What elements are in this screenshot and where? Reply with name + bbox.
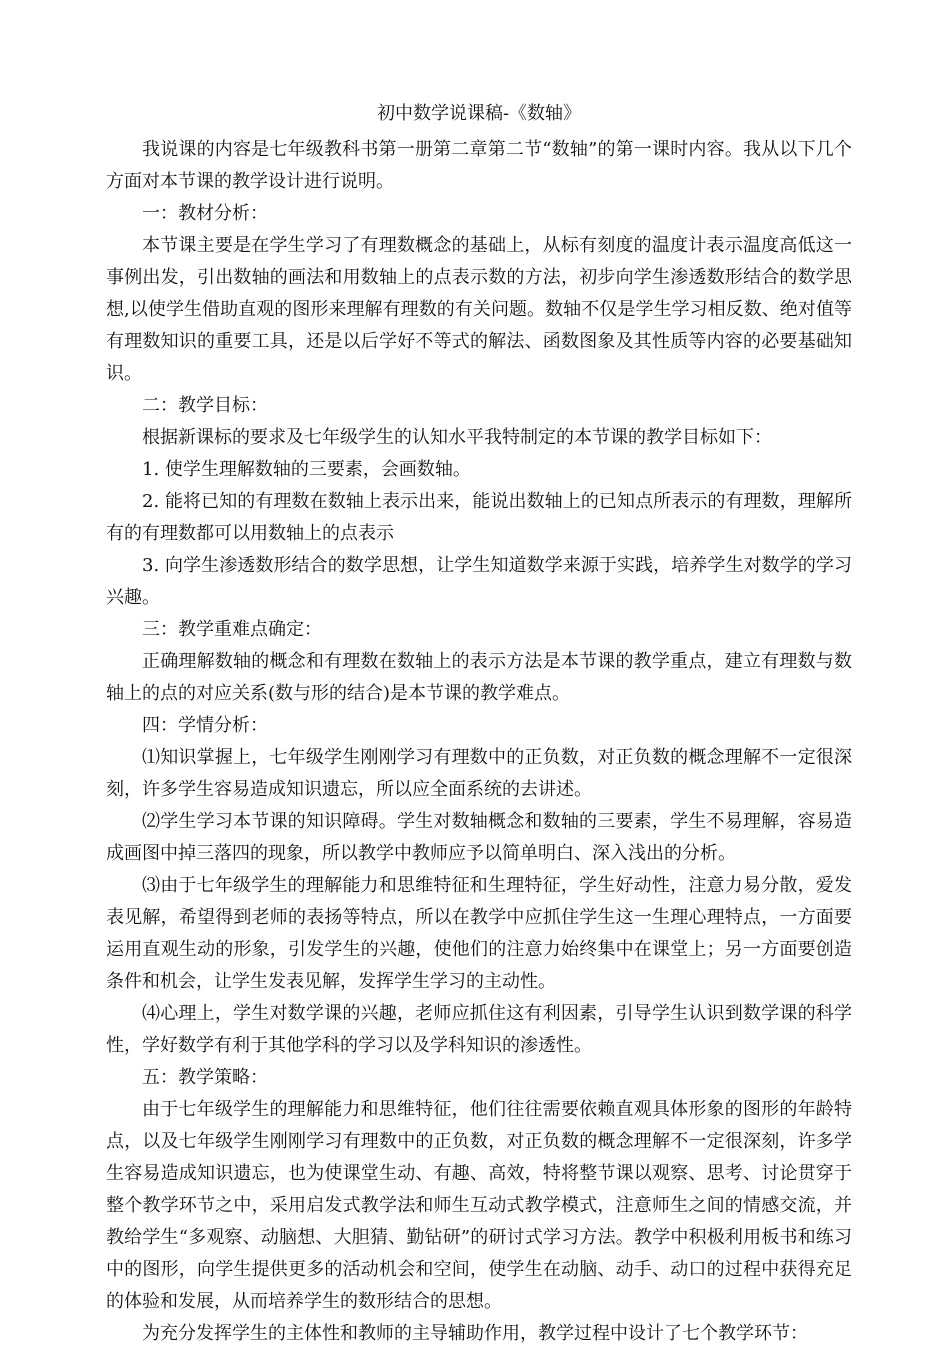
goal-item-3: 3. 向学生渗透数形结合的数学思想，让学生知道数学来源于实践，培养学生对数学的学习兴趣。 [106,555,852,608]
intro-paragraph: 我说课的内容是七年级教科书第一册第二章第二节“数轴”的第一课时内容。我从以下几个方面对本节课的教学设计进行说明。 [106,139,852,192]
section-heading-teaching-strategy: 五：教学策略： [142,1067,268,1088]
teaching-process-intro: 为充分发挥学生的主体性和教师的主导辅助作用，教学过程中设计了七个教学环节： [142,1323,808,1344]
student-analysis-item-2: ⑵学生学习本节课的知识障碍。学生对数轴概念和数轴的三要素，学生不易理解，容易造成画图中掉三落四的现象，所以教学中教师应予以简单明白、深入浅出的分析。 [106,811,852,864]
student-analysis-item-4: ⑷心理上，学生对数学课的兴趣，老师应抓住这有利因素，引导学生认识到数学课的科学性，学好数学有利于其他学科的学习以及学科知识的渗透性。 [106,1003,852,1056]
goal-item-1: 1. 使学生理解数轴的三要素，会画数轴。 [142,459,471,480]
teaching-strategy-paragraph: 由于七年级学生的理解能力和思维特征，他们往往需要依赖直观具体形象的图形的年龄特点，以及七年级学生刚刚学习有理数中的正负数，对正负数的概念理解不一定很深刻，许多学生容易造成知识遗忘，也为使课堂生动、有趣、高效，特将整节课以观察、思考、讨论贯穿于整个教学环节之中，采用启发式教学法和师生互动式教学模式，注意师生之间的情感交流，并教给学生“多观察、动脑想、大胆猜、勤钻研”的研讨式学习方法。教学中积极利用板书和练习中的图形，向学生提供更多的活动机会和空间，使学生在动脑、动手、动口的过程中获得充足的体验和发展，从而培养学生的数形结合的思想。 [106,1099,852,1312]
teaching-goals-intro: 根据新课标的要求及七年级学生的认知水平我特制定的本节课的教学目标如下： [142,427,772,448]
section-heading-teaching-goals: 二：教学目标： [142,395,268,416]
student-analysis-item-3: ⑶由于七年级学生的理解能力和思维特征和生理特征，学生好动性，注意力易分散，爱发表见解，希望得到老师的表扬等特点，所以在教学中应抓住学生这一生理心理特点，一方面要运用直观生动的形象，引发学生的兴趣，使他们的注意力始终集中在课堂上；另一方面要创造条件和机会，让学生发表见解，发挥学生学习的主动性。 [106,875,852,992]
student-analysis-item-1: ⑴知识掌握上，七年级学生刚刚学习有理数中的正负数，对正负数的概念理解不一定很深刻，许多学生容易造成知识遗忘，所以应全面系统的去讲述。 [106,747,852,800]
textbook-analysis-paragraph: 本节课主要是在学生学习了有理数概念的基础上，从标有刻度的温度计表示温度高低这一事例出发，引出数轴的画法和用数轴上的点表示数的方法，初步向学生渗透数形结合的数学思想,以使学生借助直观的图形来理解有理数的有关问题。数轴不仅是学生学习相反数、绝对值等有理数知识的重要工具，还是以后学好不等式的解法、函数图象及其性质等内容的必要基础知识。 [106,235,852,384]
document-title: 初中数学说课稿-《数轴》 [376,103,582,124]
section-heading-textbook-analysis: 一：教材分析： [142,203,268,224]
goal-item-2: 2. 能将已知的有理数在数轴上表示出来，能说出数轴上的已知点所表示的有理数，理解所有的有理数都可以用数轴上的点表示 [106,491,852,544]
section-heading-student-analysis: 四：学情分析： [142,715,268,736]
key-points-paragraph: 正确理解数轴的概念和有理数在数轴上的表示方法是本节课的教学重点，建立有理数与数轴上的点的对应关系(数与形的结合)是本节课的教学难点。 [106,651,852,704]
section-heading-key-points: 三：教学重难点确定： [142,619,322,640]
document-page [106,98,852,1350]
